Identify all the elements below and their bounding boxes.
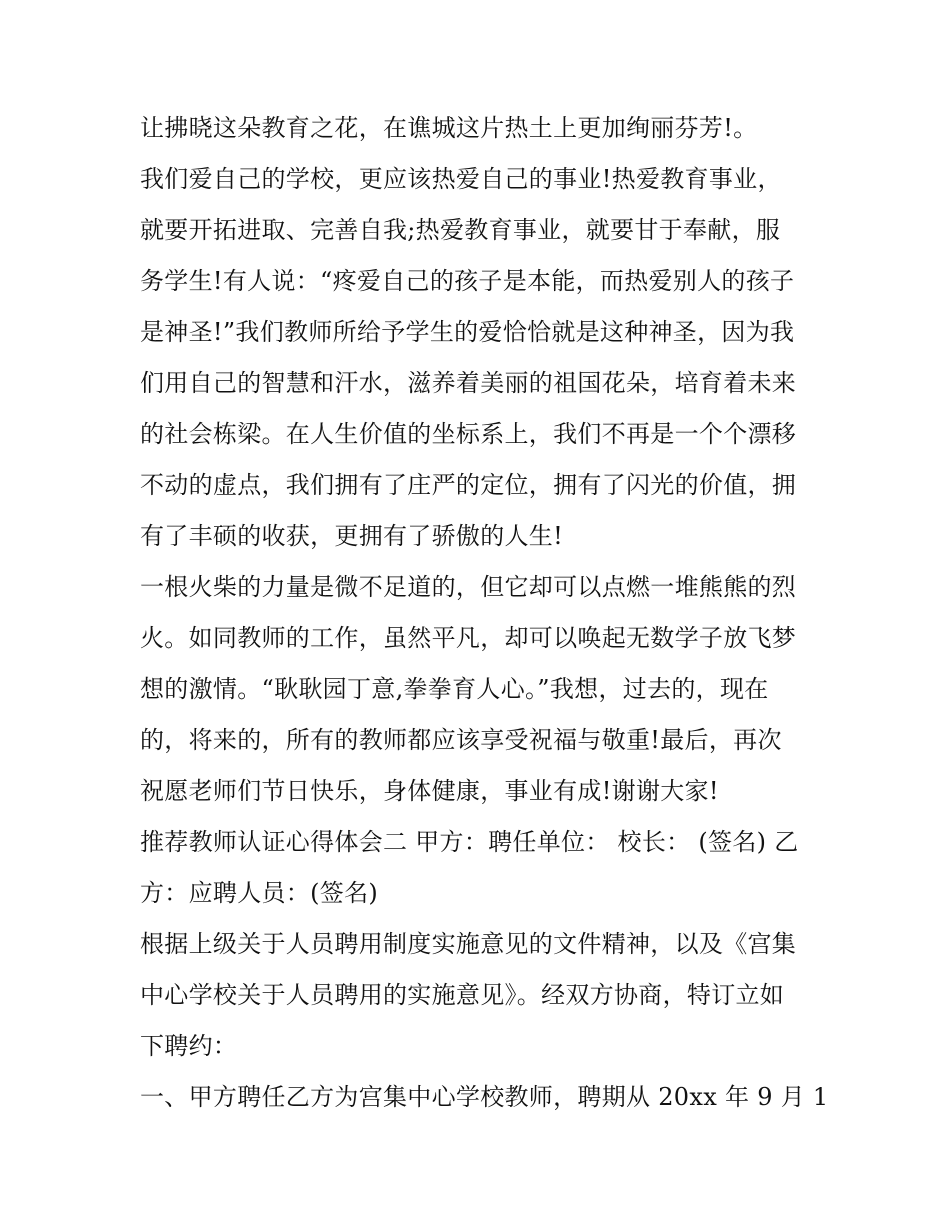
text-line-3: 就要开拓进取、完善自我;热爱教育事业，就要甘于奉献，服 (140, 216, 781, 244)
text-line-1: 让拂晓这朵教育之花，在谯城这片热土上更加绚丽芬芳!。 (140, 114, 758, 142)
text-line-6: 们用自己的智慧和汗水，滋养着美丽的祖国花朵，培育着未来 (140, 369, 797, 397)
text-line-20: 一、甲方聘任乙方为宫集中心学校教师，聘期从 20xx 年 9 月 1 (140, 1083, 829, 1111)
document-body (140, 103, 829, 1123)
text-line-15: 推荐教师认证心得体会二 甲方：聘任单位： 校长： (签名) 乙 (140, 828, 799, 856)
text-line-2: 我们爱自己的学校，更应该热爱自己的事业!热爱教育事业， (140, 165, 782, 193)
text-line-14: 祝愿老师们节日快乐，身体健康，事业有成!谢谢大家! (140, 777, 719, 805)
text-line-10: 一根火柴的力量是微不足道的，但它却可以点燃一堆熊熊的烈 (140, 573, 797, 601)
text-line-12: 想的激情。“耿耿园丁意,拳拳育人心。”我想，过去的，现在 (140, 675, 769, 703)
text-line-17: 根据上级关于人员聘用制度实施意见的文件精神，以及《宫集 (140, 930, 797, 958)
text-line-11: 火。如同教师的工作，虽然平凡，却可以唤起无数学子放飞梦 (140, 624, 797, 652)
text-line-13: 的，将来的，所有的教师都应该享受祝福与敬重!最后，再次 (140, 726, 782, 754)
text-line-5: 是神圣!”我们教师所给予学生的爱恰恰就是这种神圣，因为我 (140, 318, 795, 346)
text-line-4: 务学生!有人说：“疼爱自己的孩子是本能，而热爱别人的孩子 (140, 267, 795, 295)
text-line-19: 下聘约： (140, 1032, 238, 1060)
text-line-9: 有了丰硕的收获，更拥有了骄傲的人生! (140, 522, 564, 550)
text-line-8: 不动的虚点，我们拥有了庄严的定位，拥有了闪光的价值，拥 (140, 471, 797, 499)
text-line-16: 方：应聘人员：(签名) (140, 879, 379, 907)
text-line-7: 的社会栋梁。在人生价值的坐标系上，我们不再是一个个漂移 (140, 420, 797, 448)
text-line-18: 中心学校关于人员聘用的实施意见》。经双方协商，特订立如 (140, 981, 785, 1009)
